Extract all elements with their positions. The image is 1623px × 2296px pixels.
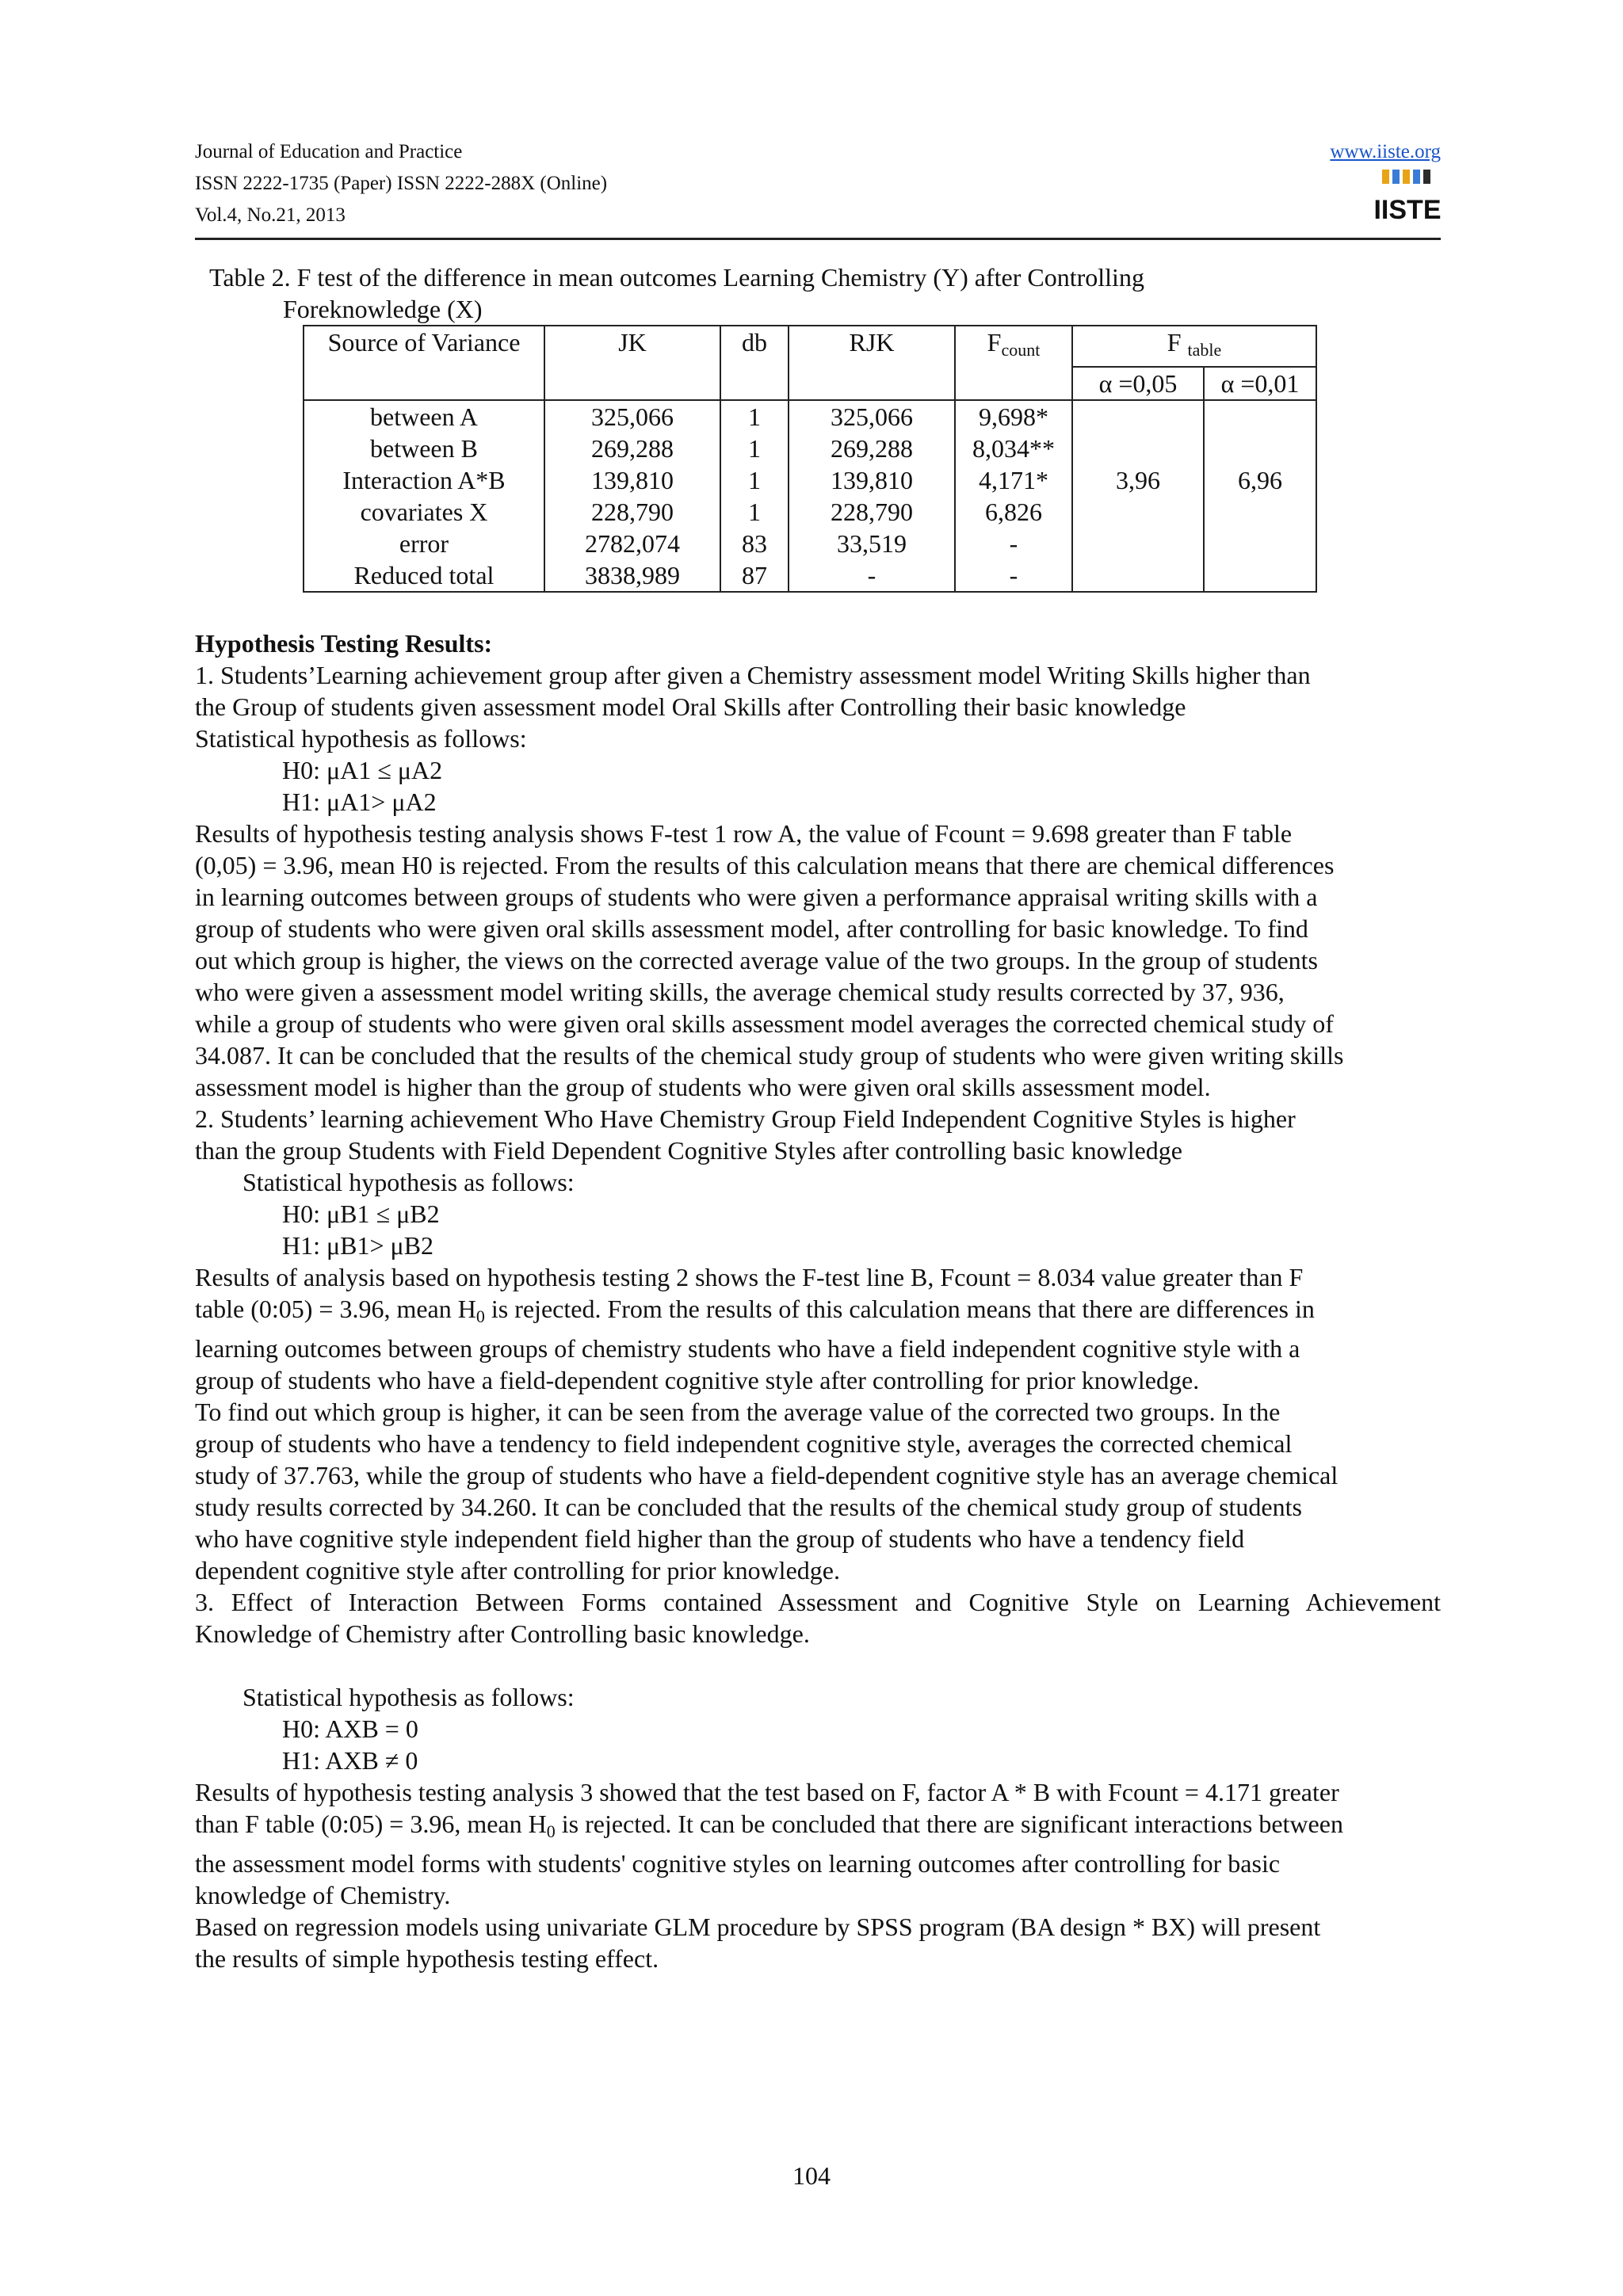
jk-cell <box>544 400 720 592</box>
text-run: table (0:05) = 3.96, mean H <box>195 1295 476 1323</box>
header-fcount <box>955 326 1072 367</box>
jk-value: 139,810 <box>591 466 674 494</box>
db-value: 1 <box>748 498 761 526</box>
hypothesis-3-h1: H1: AXB ≠ 0 <box>282 1746 418 1775</box>
rjk-value: 228,790 <box>831 498 913 526</box>
jk-value: 3838,989 <box>585 561 680 589</box>
rjk-cell <box>789 400 955 592</box>
hypothesis-3-title-cont: Knowledge of Chemistry after Controlling basic knowledge. <box>195 1619 810 1648</box>
source-value: between A <box>370 402 478 431</box>
hypothesis-1-h1: H1: μA1> μA2 <box>282 788 437 816</box>
section-heading: Hypothesis Testing Results: <box>195 629 493 658</box>
page-header <box>195 136 1441 231</box>
result-2-line <box>195 1293 1441 1333</box>
fcount-value: 8,034** <box>972 434 1055 463</box>
empty-cell <box>544 367 720 400</box>
empty-cell <box>304 367 544 400</box>
db-value: 83 <box>742 529 767 558</box>
jk-value: 228,790 <box>591 498 674 526</box>
empty-cell <box>789 367 955 400</box>
hypothesis-2-h0: H0: μB1 ≤ μB2 <box>282 1199 440 1228</box>
fcount-main: F <box>987 328 1002 357</box>
header-alpha-005: α =0,05 <box>1072 367 1204 400</box>
result-1-line: out which group is higher, the views on the corrected average value of the two groups. In the group of students <box>195 946 1318 974</box>
db-value: 1 <box>748 434 761 463</box>
result-2-line: Results of analysis based on hypothesis testing 2 shows the F-test line B, Fcount = 8.034 value greater than F <box>195 1263 1304 1291</box>
stat-hypothesis-label: Statistical hypothesis as follows: <box>242 1168 575 1196</box>
result-2-line: group of students who have a field-dependent cognitive style after controlling for prior knowledge. <box>195 1366 1200 1394</box>
final-paragraph-cont: the results of simple hypothesis testing effect. <box>195 1944 659 1973</box>
source-cell <box>304 400 544 592</box>
stat-hypothesis-label: Statistical hypothesis as follows: <box>195 724 527 753</box>
result-2-line: study of 37.763, while the group of students who have a field-dependent cognitive style has an average chemical <box>195 1461 1338 1489</box>
header-db: db <box>720 326 789 367</box>
fcount-value: 9,698* <box>979 402 1048 431</box>
rjk-value: 139,810 <box>831 466 913 494</box>
jk-value: 2782,074 <box>585 529 680 558</box>
page-body <box>195 261 1441 1974</box>
result-2-line: group of students who have a tendency to field independent cognitive style, averages the corrected chemical <box>195 1429 1293 1458</box>
rjk-value: 269,288 <box>831 434 913 463</box>
jk-value: 325,066 <box>591 402 674 431</box>
final-paragraph: Based on regression models using univariate GLM procedure by SPSS program (BA design * BX) will present <box>195 1913 1321 1941</box>
volume-line: Vol.4, No.21, 2013 <box>195 204 346 226</box>
table-row <box>304 400 1316 592</box>
result-1-line: in learning outcomes between groups of students who were given a performance appraisal writing skills with a <box>195 883 1318 911</box>
result-1-line: group of students who were given oral skills assessment model, after controlling for basic knowledge. To find <box>195 914 1308 943</box>
hypothesis-2-title-cont: than the group Students with Field Dependent Cognitive Styles after controlling basic knowledge <box>195 1136 1182 1165</box>
empty-cell <box>955 367 1072 400</box>
source-value: covariates X <box>360 498 488 526</box>
caption-line-2: Foreknowledge (X) <box>283 295 483 323</box>
result-1-line: 34.087. It can be concluded that the results of the chemical study group of students who were given writing skills <box>195 1041 1344 1070</box>
result-2-line: who have cognitive style independent field higher than the group of students who have a tendency field <box>195 1524 1245 1553</box>
rjk-value: 33,519 <box>837 529 907 558</box>
table-subheader-row <box>304 367 1316 400</box>
logo-text: IISTE <box>1373 195 1442 225</box>
ftable-main: F <box>1167 328 1182 357</box>
iiste-logo <box>1373 170 1442 225</box>
hypothesis-3-title: 3. Effect of Interaction Between Forms contained Assessment and Cognitive Style on Learning Achievement <box>195 1588 1441 1616</box>
ftest-table <box>303 325 1317 593</box>
caption-line-1: Table 2. F test of the difference in mean outcomes Learning Chemistry (Y) after Controlling <box>209 263 1144 292</box>
result-1-line: who were given a assessment model writing skills, the average chemical study results corrected by 37, 936, <box>195 978 1285 1006</box>
result-3-line <box>195 1808 1441 1848</box>
hypothesis-2-h1: H1: μB1> μB2 <box>282 1231 434 1260</box>
header-source: Source of Variance <box>304 326 544 367</box>
hypothesis-1-title-cont: the Group of students given assessment model Oral Skills after Controlling their basic knowledge <box>195 692 1186 721</box>
db-cell <box>720 400 789 592</box>
empty-cell <box>720 367 789 400</box>
hypothesis-2-title: 2. Students’ learning achievement Who Have Chemistry Group Field Independent Cognitive Styles is higher <box>195 1104 1296 1133</box>
fcount-value: 4,171* <box>979 466 1048 494</box>
text-run: is rejected. From the results of this calculation means that there are differences in <box>484 1295 1315 1323</box>
hypothesis-1-title: 1. Students’Learning achievement group after given a Chemistry assessment model Writing Skills higher than <box>195 661 1311 689</box>
header-rjk: RJK <box>789 326 955 367</box>
subscript: 0 <box>546 1821 556 1841</box>
db-value: 1 <box>748 402 761 431</box>
header-jk: JK <box>544 326 720 367</box>
text-run: is rejected. It can be concluded that there are significant interactions between <box>555 1810 1343 1838</box>
result-2-line: study results corrected by 34.260. It can be concluded that the results of the chemical study group of students <box>195 1493 1302 1521</box>
jk-value: 269,288 <box>591 434 674 463</box>
result-1-line: assessment model is higher than the group of students who were given oral skills assessment model. <box>195 1073 1211 1101</box>
header-rule <box>195 238 1441 240</box>
source-value: between B <box>370 434 478 463</box>
header-ftable <box>1072 326 1316 367</box>
result-3-line: Results of hypothesis testing analysis 3 showed that the test based on F, factor A * B with Fcount = 4.171 greater <box>195 1778 1339 1806</box>
header-alpha-001: α =0,01 <box>1204 367 1316 400</box>
result-1-line: while a group of students who were given oral skills assessment model averages the corrected chemical study of <box>195 1009 1334 1038</box>
db-value: 1 <box>748 466 761 494</box>
table-caption <box>209 261 1441 325</box>
fcount-value: 6,826 <box>985 498 1042 526</box>
table-header-row <box>304 326 1316 367</box>
spacer <box>195 1650 1441 1681</box>
issn-line: ISSN 2222-1735 (Paper) ISSN 2222-288X (Online) <box>195 173 608 194</box>
page-number: 104 <box>792 2161 831 2190</box>
subscript: 0 <box>475 1306 485 1326</box>
fcount-value: - <box>1009 529 1018 558</box>
hypothesis-1-h0: H0: μA1 ≤ μA2 <box>282 756 443 784</box>
fcount-value: - <box>1009 561 1018 589</box>
ftable-005-cell: 3,96 <box>1072 400 1204 592</box>
fcount-sub: count <box>1001 340 1041 360</box>
result-2-line: To find out which group is higher, it can be seen from the average value of the corrected two groups. In the <box>195 1398 1281 1426</box>
source-value: error <box>399 529 449 558</box>
stat-hypothesis-label: Statistical hypothesis as follows: <box>242 1683 575 1711</box>
result-1-line: (0,05) = 3.96, mean H0 is rejected. From the results of this calculation means that there are chemical differences <box>195 851 1335 879</box>
source-value: Reduced total <box>353 561 495 589</box>
website-link[interactable]: www.iiste.org <box>1330 141 1441 162</box>
result-1-line: Results of hypothesis testing analysis shows F-test 1 row A, the value of Fcount = 9.698 greater than F table <box>195 819 1293 848</box>
fcount-cell <box>955 400 1072 592</box>
result-3-line: the assessment model forms with students' cognitive styles on learning outcomes after controlling for basic <box>195 1849 1281 1878</box>
result-2-line: learning outcomes between groups of chemistry students who have a field independent cognitive style with a <box>195 1334 1300 1363</box>
rjk-value: 325,066 <box>831 402 913 431</box>
ftable-sub: table <box>1187 340 1222 360</box>
rjk-value: - <box>867 561 876 589</box>
hypothesis-3-h0: H0: AXB = 0 <box>282 1714 418 1743</box>
text-run: than F table (0:05) = 3.96, mean H <box>195 1810 547 1838</box>
db-value: 87 <box>742 561 767 589</box>
result-3-line: knowledge of Chemistry. <box>195 1881 451 1909</box>
source-value: Interaction A*B <box>342 466 506 494</box>
ftable-001-cell: 6,96 <box>1204 400 1316 592</box>
result-2-line: dependent cognitive style after controlling for prior knowledge. <box>195 1556 840 1585</box>
hypothesis-section <box>195 627 1441 1974</box>
journal-name: Journal of Education and Practice <box>195 141 463 162</box>
